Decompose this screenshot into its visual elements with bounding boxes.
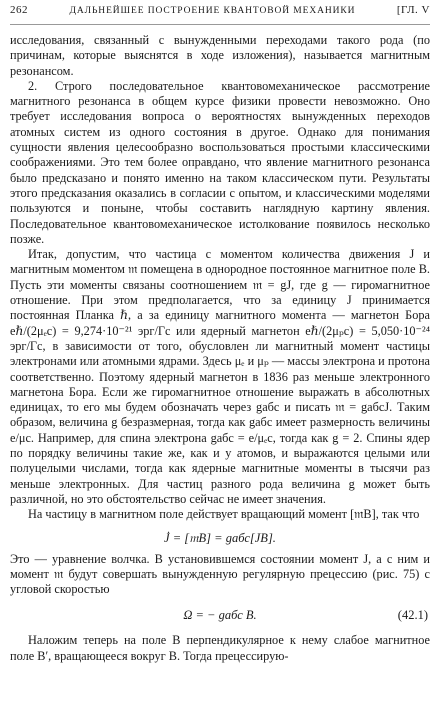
page-body [10, 33, 430, 664]
formula-number: (42.1) [397, 608, 428, 623]
formula-top-equation [10, 530, 430, 546]
chapter-label: [ГЛ. V [396, 4, 430, 16]
paragraph-torque: На частицу в магнитном поле действует вращающий момент [𝔪B], так что [28, 507, 420, 522]
page-header [10, 4, 430, 25]
paragraph-gyromagnetic: Итак, допустим, что частица с моментом количества движения J и магнитным моментом 𝔪 помещена в однородное постоянное магнитное поле B. Пусть эти моменты связаны соотношением 𝔪 = gJ, где g — гиромагнитное отношение. При этом предполагается, что за единицу J принимается постоянная Планка ℏ, а за единицу магнитного момента — магнетон Бора eℏ/(2μₑc) = 9,274·10⁻²¹ эрг/Гс или ядерный магнетон eℏ/(2μₚc) = 5,050·10⁻²⁴ эрг/Гс, в зависимости от того, обусловлен ли магнитный момент частицы электронами или атомными ядрами. Здесь μₑ и μₚ — массы электрона и протона соответственно. Поэтому ядерный магнетон в 1836 раз меньше электронного магнетона Бора. Если же гиромагнитное отношение выражать в абсолютных единицах, то его мы будем обозначать через gабс и писать 𝔪 = gабсJ. Таким образом, величина g безразмерная, тогда как gабс имеет размерность величины e/μc. Например, для спина электрона gабс = e/μₑc, тогда как g = 2. Спины ядер по порядку величины такие же, как и у атомов, и выражаются целыми или полуцелыми числами, тогда как ядерные магнитные моменты в тысячи раз меньше электронных. Для частиц разного рода величина g может быть различной, но это обстоятельство сейчас не имеет значения. [10, 247, 430, 506]
paragraph-rotating-field: Наложим теперь на поле B перпендикулярное к нему слабое магнитное поле B′, вращающееся вокруг B. Тогда прецессирую- [10, 633, 430, 663]
page-number: 262 [10, 4, 28, 16]
formula-expression: J̇ = [𝔪B] = gабс[JB]. [164, 530, 276, 545]
formula-angular-velocity [10, 607, 430, 623]
paragraph-continuation: исследования, связанный с вынужденными переходами такого рода (по причинам, которые выяснятся в ходе изложения), называется магнитным резонансом. [10, 33, 430, 78]
running-title: ДАЛЬНЕЙШЕЕ ПОСТРОЕНИЕ КВАНТОВОЙ МЕХАНИКИ [69, 6, 356, 16]
formula-expression: Ω = − gабс B. [183, 608, 257, 623]
paragraph-section-2: 2. Строго последовательное квантовомеханическое рассмотрение магнитного резонанса в общем курсе физики провести невозможно. Оно требует исследования вопроса о вероятностях вынужденных переходов атомных систем из одного состояния в другое. Однако для понимания сущности явления целесообразно воспользоваться простыми классическими соображениями. Это тем более оправдано, что явление магнитного резонанса было предсказано и понято именно на таком классическом пути. Результаты этого предсказания оказались в согласии с опытом, и классическими моделями пользуются и поныне, чтобы составить наглядную картину явления. Последовательное квантовомеханическое истолкование появилось несколько позже. [10, 78, 430, 246]
paragraph-precession: Это — уравнение волчка. В установившемся состоянии момент J, а с ним и момент 𝔪 будут совершать вынужденную регулярную прецессию (рис. 75) с угловой скоростью [10, 551, 430, 597]
